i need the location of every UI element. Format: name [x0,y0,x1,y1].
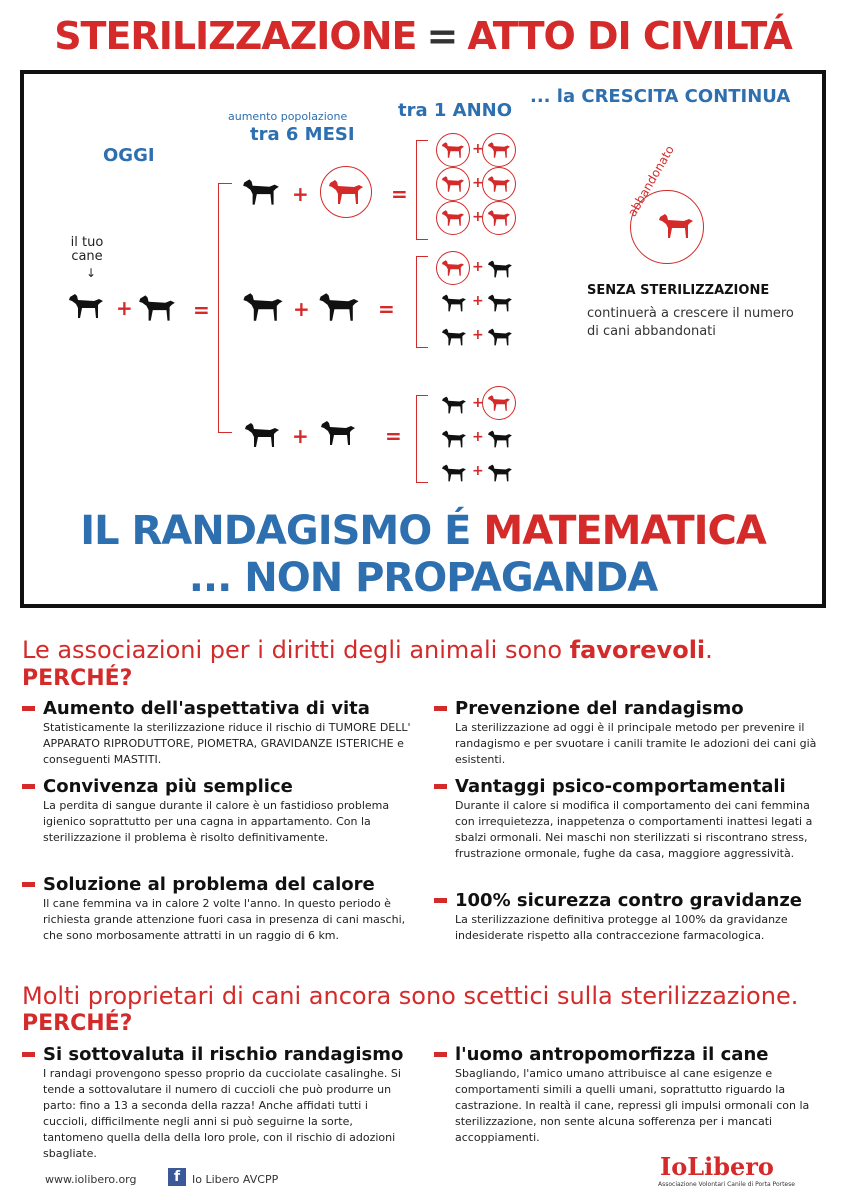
benefit-title-text: Soluzione al problema del calore [43,874,375,895]
benefit-title-text: Prevenzione del randagismo [455,698,744,719]
plus-sign: + [472,293,484,309]
plus-sign: + [293,297,310,321]
dog-icon [242,418,282,452]
benefit-text: Statisticamente la sterilizzazione riduce il rischio di TUMORE DELL' APPARATO RIPRODUTTORE, PIOMETRA, GRAVIDANZE ISTERICHE e conseguenti MASTITI. [43,721,411,766]
footer-facebook-label[interactable]: Io Libero AVCPP [192,1173,279,1186]
benefit-text: La sterilizzazione ad oggi è il principale metodo per prevenire il randagismo e per svuotare i canili tramite le adozioni dei cani già esistenti. [455,721,817,766]
bracket-anno-3 [416,395,428,483]
label-un-anno: tra 1 ANNO [398,100,513,121]
arrow-down-icon: ↓ [86,266,97,280]
plus-sign: + [472,429,484,445]
benefit-title-text: 100% sicurezza contro gravidanze [455,890,803,911]
female-dog-icon [486,140,512,160]
dog-icon [316,288,362,326]
benefit-title [22,874,412,895]
benefit-text: Durante il calore si modifica il comportamento dei cani femmina con irrequietezza, inappetenza o comportamenti inattesi legati a sbalzi ormonali. Nei maschi non sterilizzati si riscontrano stress, frustrazione ormonale, fughe da casa, maggiore aggressività. [455,799,813,860]
benefit-text: La sterilizzazione definitiva protegge al 100% da gravidanze indesiderate rispetto alla contraccezione farmacologica. [455,913,788,942]
dog-icon [440,394,468,416]
reason-title-text: l'uomo antropomorfizza il cane [455,1044,769,1065]
reason-title [434,1044,824,1065]
facebook-icon[interactable]: f [168,1168,186,1186]
benefit-text: Il cane femmina va in calore 2 volte l'anno. In questo periodo è richiesta grande attenzione fuori casa in presenza di cani maschi, che sono morbosamente attratti in un raggio di 6 km. [43,897,406,942]
benefit-item [434,890,824,944]
dog-icon [440,462,468,484]
plus-sign: + [472,327,484,343]
reason-title-text: Si sottovaluta il rischio randagismo [43,1044,404,1065]
reason-title [22,1044,412,1065]
section1-heading [22,636,713,664]
female-dog-icon [326,176,366,208]
abandoned-label: abbandonato [625,143,677,219]
footer-website[interactable]: www.iolibero.org [45,1173,137,1186]
label-tuo-cane: il tuo cane [70,235,104,264]
title-eq: = [426,14,458,58]
equals-sign: = [193,298,210,322]
slogan-line-1 [0,508,846,554]
section1-heading-end: . [705,636,713,664]
title-right: ATTO DI CIVILTÁ [467,14,792,58]
dog-icon [136,292,178,324]
label-crescita: ... la CRESCITA CONTINUA [530,86,791,107]
logo-subtitle: Associazione Volontari Canile di Porta Portese [658,1181,795,1188]
reason-text: Sbagliando, l'amico umano attribuisce al cane esigenze e comportamenti simili a quelli umani, soprattutto riguardo la castrazione. In realtà il cane, repressi gli impulsi ormonali con la sterilizzazione, non sente alcuna sofferenza per i mancati accoppiamenti. [455,1067,810,1144]
dash-icon [434,706,447,711]
iolibero-logo: IoLibero [660,1152,774,1181]
benefit-title [22,698,412,719]
benefit-title [434,698,824,719]
benefit-item [22,874,412,944]
female-dog-icon [440,140,466,160]
plus-sign: + [472,209,484,225]
dash-icon [22,784,35,789]
female-dog-icon [486,393,512,413]
dog-icon [486,462,514,484]
benefit-title [434,776,824,797]
dog-icon [486,292,514,314]
benefit-text: La perdita di sangue durante il calore è un fastidioso problema igienico soprattutto per una cagna in appartamento. Con la sterilizzazione il problema è risolto definitivamente. [43,799,390,844]
benefit-title [22,776,412,797]
plus-sign: + [292,424,309,448]
abandoned-dog-icon [656,210,696,242]
female-dog-icon [486,174,512,194]
section1-perche: PERCHÉ? [22,666,133,691]
dog-icon [486,428,514,450]
equals-sign: = [391,182,408,206]
female-dog-icon [440,208,466,228]
bracket-anno-1 [416,140,428,240]
section2-heading: Molti proprietari di cani ancora sono scettici sulla sterilizzazione. [22,982,799,1010]
dash-icon [434,1052,447,1057]
dog-icon [440,292,468,314]
dog-icon-your-dog [66,288,106,324]
section1-heading-bold: favorevoli [569,636,706,664]
dog-icon [318,416,358,450]
slogan-part-2: MATEMATICA [483,508,766,554]
female-dog-icon [486,208,512,228]
dash-icon [434,784,447,789]
dog-icon [440,326,468,348]
plus-sign: + [472,395,484,411]
label-oggi: OGGI [103,145,155,166]
dog-icon [440,428,468,450]
bracket-6-mesi [218,183,232,433]
plus-sign: + [472,259,484,275]
equals-sign: = [378,297,395,321]
benefit-item [22,776,412,846]
equals-sign: = [385,424,402,448]
dash-icon [22,706,35,711]
reason-text: I randagi provengono spesso proprio da cucciolate casalinghe. Si tende a sottovalutare il numero di cuccioli che può produrre un parto: fino a 13 a seconda della razza! Anche affidati tutti i cuccioli, difficilmente negli anni si può seguirne la sorte, tantomeno quella della della loro prole, con il rischio di adozioni sbagliate. [43,1067,401,1160]
benefit-title-text: Aumento dell'aspettativa di vita [43,698,370,719]
reason-item [22,1044,412,1162]
benefit-title-text: Convivenza più semplice [43,776,293,797]
slogan-line-2: ... NON PROPAGANDA [188,555,658,601]
dog-icon [486,326,514,348]
label-aumento: aumento popolazione [228,110,348,123]
title-left: STERILIZZAZIONE [54,14,417,58]
dash-icon [434,898,447,903]
dog-icon [486,258,514,280]
section1-heading-text: Le associazioni per i diritti degli animali sono [22,636,570,664]
senza-text: continuerà a crescere il numero di cani abbandonati [587,306,794,339]
dog-icon [240,175,282,209]
dash-icon [22,882,35,887]
benefit-title-text: Vantaggi psico-comportamentali [455,776,786,797]
senza-title: SENZA STERILIZZAZIONE [587,283,770,298]
reason-item [434,1044,824,1146]
section2-perche: PERCHÉ? [22,1011,133,1036]
slogan-part-1: IL RANDAGISMO É [80,508,471,554]
benefit-title [434,890,824,911]
plus-sign: + [472,175,484,191]
label-sei-mesi: tra 6 MESI [250,124,355,145]
plus-sign: + [472,141,484,157]
benefit-item [434,698,824,768]
plus-sign: + [116,296,133,320]
poster-title [0,14,846,58]
benefit-item [434,776,824,862]
plus-sign: + [292,182,309,206]
female-dog-icon [440,258,466,278]
plus-sign: + [472,463,484,479]
dog-icon [240,288,286,326]
female-dog-icon [440,174,466,194]
bracket-anno-2 [416,256,428,348]
benefit-item [22,698,412,768]
dash-icon [22,1052,35,1057]
